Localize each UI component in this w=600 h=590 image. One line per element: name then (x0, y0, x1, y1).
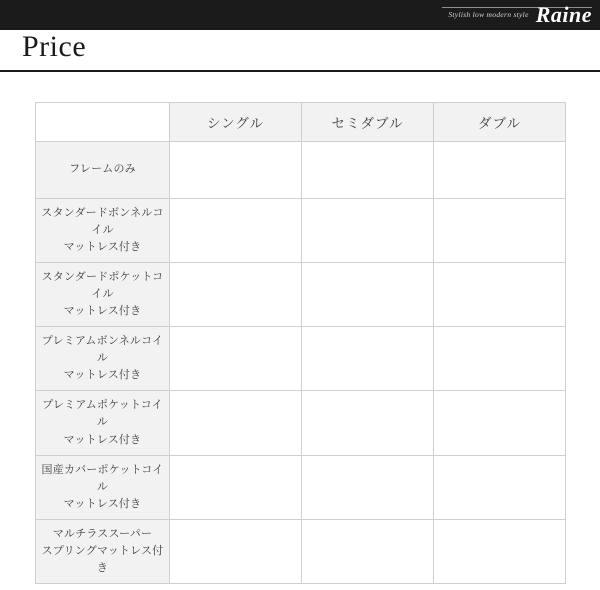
price-cell (170, 519, 302, 583)
row-label-line: マルチラススーパー (52, 527, 153, 540)
price-cell (302, 455, 434, 519)
table-row (36, 327, 566, 391)
price-cell (302, 263, 434, 327)
price-cell (170, 327, 302, 391)
row-label-line: マットレス付き (63, 433, 142, 446)
price-cell (434, 199, 566, 263)
table-header-row (36, 103, 566, 142)
price-cell (434, 519, 566, 583)
row-label-premium-bonnell-coil (36, 327, 170, 391)
brand-lockup (448, 0, 592, 30)
table-row (36, 142, 566, 199)
price-cell (302, 519, 434, 583)
row-label-line: マットレス付き (63, 497, 142, 510)
row-label-line: マットレス付き (63, 305, 142, 318)
row-label-domestic-cover-pocket-coil (36, 455, 170, 519)
row-label-line: マットレス付き (63, 241, 142, 254)
brand-name: Raine (535, 2, 592, 27)
price-cell (170, 391, 302, 455)
price-cell (170, 455, 302, 519)
table-row (36, 199, 566, 263)
row-label-premium-pocket-coil (36, 391, 170, 455)
row-label-line: 国産カバーポケットコイル (41, 463, 164, 493)
brand-header-bar (0, 0, 600, 30)
row-label-line: フレームのみ (69, 163, 136, 176)
row-label-line: スタンダードボンネルコイル (41, 207, 164, 237)
price-cell (170, 142, 302, 199)
price-table (35, 102, 566, 584)
price-cell (302, 142, 434, 199)
price-cell (434, 391, 566, 455)
table-row (36, 263, 566, 327)
price-cell (302, 391, 434, 455)
price-cell (170, 263, 302, 327)
row-label-line: スタンダードポケットコイル (41, 271, 164, 301)
price-cell (434, 327, 566, 391)
row-label-frame-only (36, 142, 170, 199)
table-row (36, 391, 566, 455)
price-cell (302, 199, 434, 263)
table-row (36, 455, 566, 519)
price-cell (434, 263, 566, 327)
column-header-semi-double: セミダブル (302, 103, 434, 142)
table-corner-cell (36, 103, 170, 142)
price-table-body (36, 142, 566, 584)
column-header-double: ダブル (434, 103, 566, 142)
row-label-line: スプリングマットレス付き (41, 544, 164, 574)
column-header-single: シングル (170, 103, 302, 142)
price-table-container (35, 102, 565, 584)
row-label-line: プレミアムボンネルコイル (41, 335, 164, 365)
row-label-line: マットレス付き (63, 369, 142, 382)
row-label-standard-pocket-coil (36, 263, 170, 327)
price-table-header (36, 103, 566, 142)
row-label-standard-bonnell-coil (36, 199, 170, 263)
row-label-line: プレミアムポケットコイル (42, 399, 163, 429)
table-row (36, 519, 566, 583)
page-title: Price (22, 30, 87, 63)
price-cell (302, 327, 434, 391)
price-cell (434, 142, 566, 199)
title-underline (0, 70, 600, 72)
row-label-multilas-super-spring (36, 519, 170, 583)
price-cell (434, 455, 566, 519)
title-section (0, 30, 600, 72)
brand-tagline: Stylish low modern style (448, 9, 529, 19)
price-cell (170, 199, 302, 263)
